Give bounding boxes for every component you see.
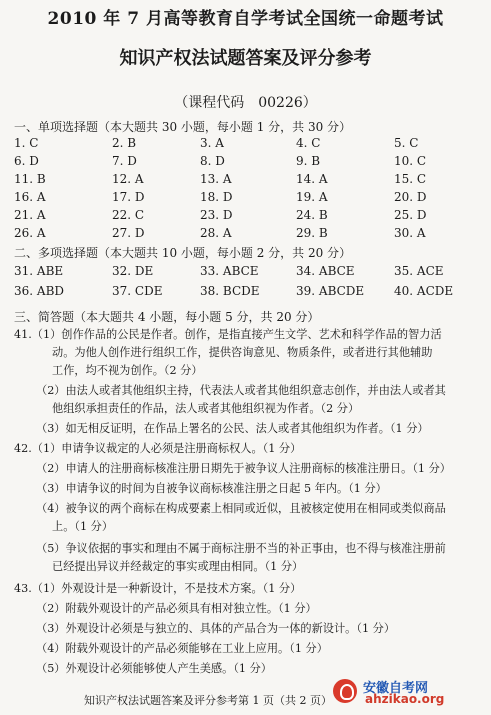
- answer-row: [14, 226, 484, 244]
- section-heading-single-choice: 一、单项选择题（本大题共 30 小题，每小题 1 分，共 30 分）: [14, 120, 352, 134]
- answer-line: 动。为他人创作进行组织工作，提供咨询意见、物质条件，或者进行其他辅助: [52, 346, 433, 359]
- watermark-site-url: ahzikao.org: [365, 692, 445, 706]
- answer-cell: 6. D: [14, 154, 39, 168]
- answer-line: （3）如无相反证明，在作品上署名的公民、法人或者其他组织为作者。（1 分）: [36, 422, 429, 435]
- answer-line: 已经提出异议并经裁定的事实或理由相同。（1 分）: [52, 560, 304, 573]
- site-watermark-logo: [333, 677, 483, 707]
- exam-title: 2010 年 7 月高等教育自学考试全国统一命题考试: [47, 9, 444, 29]
- section-heading-short-answer: 三、简答题（本大题共 4 小题，每小题 5 分，共 20 分）: [14, 310, 320, 324]
- answer-line: 41.（1）创作作品的公民是作者。创作，是指直接产生文学、艺术和科学作品的智力活: [14, 328, 442, 341]
- answer-cell: 11. B: [14, 172, 46, 186]
- answer-row: [14, 284, 484, 302]
- answer-line: 43.（1）外观设计是一种新设计，不是技术方案。（1 分）: [14, 582, 302, 595]
- answer-cell: 4. C: [296, 136, 321, 150]
- answer-cell: 12. A: [112, 172, 144, 186]
- answer-row: [14, 190, 484, 208]
- section-heading-multiple-choice: 二、多项选择题（本大题共 10 小题，每小题 2 分，共 20 分）: [14, 246, 352, 260]
- answer-line: 42.（1）申请争议裁定的人必须是注册商标权人。（1 分）: [14, 442, 302, 455]
- answer-cell: 40. ACDE: [394, 284, 454, 298]
- answer-cell: 23. D: [200, 208, 233, 222]
- answer-cell: 24. B: [296, 208, 328, 222]
- answer-cell: 29. B: [296, 226, 328, 240]
- answer-line: （4）附载外观设计的产品必须能够在工业上应用。（1 分）: [36, 642, 328, 655]
- answer-cell: 25. D: [394, 208, 427, 222]
- answer-cell: 32. DE: [112, 264, 154, 278]
- answer-cell: 2. B: [112, 136, 137, 150]
- answer-cell: 36. ABD: [14, 284, 65, 298]
- answer-cell: 9. B: [296, 154, 321, 168]
- answer-cell: 26. A: [14, 226, 46, 240]
- page-footer: 知识产权法试题答案及评分参考第 1 页（共 2 页）: [84, 694, 332, 707]
- answer-cell: 30. A: [394, 226, 426, 240]
- answer-cell: 31. ABE: [14, 264, 64, 278]
- answer-line: （5）争议依据的事实和理由不属于商标注册不当的补正事由，也不得与核准注册前: [36, 542, 446, 555]
- answer-cell: 19. A: [296, 190, 328, 204]
- answer-cell: 21. A: [14, 208, 46, 222]
- answer-cell: 17. D: [112, 190, 145, 204]
- answer-cell: 7. D: [112, 154, 137, 168]
- answer-cell: 20. D: [394, 190, 427, 204]
- answer-row: [14, 208, 484, 226]
- document-title: 知识产权法试题答案及评分参考: [119, 48, 372, 69]
- answer-line: 工作，均不视为创作。（2 分）: [52, 364, 203, 377]
- flame-logo-icon: [333, 679, 357, 703]
- answer-line: （2）由法人或者其他组织主持，代表法人或者其他组织意志创作，并由法人或者其: [36, 384, 446, 397]
- answer-row: [14, 264, 484, 282]
- answer-cell: 35. ACE: [394, 264, 444, 278]
- answer-cell: 39. ABCDE: [296, 284, 365, 298]
- watermark-site-name: 安徽自考网: [363, 681, 429, 696]
- answer-cell: 18. D: [200, 190, 233, 204]
- answer-cell: 3. A: [200, 136, 224, 150]
- answer-cell: 1. C: [14, 136, 39, 150]
- answer-cell: 22. C: [112, 208, 145, 222]
- answer-line: （4）被争议的两个商标在构成要素上相同或近似，且被核定使用在相同或类似商品: [36, 502, 446, 515]
- course-code: （课程代码 00226）: [174, 95, 317, 111]
- answer-line: 他组织承担责任的作品，法人或者其他组织视为作者。（2 分）: [52, 402, 360, 415]
- answer-cell: 37. CDE: [112, 284, 163, 298]
- answer-row: [14, 154, 484, 172]
- answer-cell: 28. A: [200, 226, 232, 240]
- answer-line: （3）外观设计必须是与独立的、具体的产品合为一体的新设计。（1 分）: [36, 622, 396, 635]
- answer-cell: 8. D: [200, 154, 225, 168]
- answer-cell: 38. BCDE: [200, 284, 260, 298]
- answer-line: （5）外观设计必须能够使人产生美感。（1 分）: [36, 662, 272, 675]
- answer-row: [14, 136, 484, 154]
- answer-cell: 14. A: [296, 172, 328, 186]
- answer-line: （2）附载外观设计的产品必须具有相对独立性。（1 分）: [36, 602, 317, 615]
- answer-line: 上。（1 分）: [52, 520, 114, 533]
- answer-cell: 34. ABCE: [296, 264, 355, 278]
- answer-line: （3）申请争议的时间为自被争议商标核准注册之日起 5 年内。（1 分）: [36, 482, 387, 495]
- answer-line: （2）申请人的注册商标核准注册日期先于被争议人注册商标的核准注册日。（1 分）: [36, 462, 451, 475]
- answer-row: [14, 172, 484, 190]
- answer-cell: 5. C: [394, 136, 419, 150]
- answer-cell: 15. C: [394, 172, 427, 186]
- answer-cell: 16. A: [14, 190, 46, 204]
- answer-cell: 13. A: [200, 172, 232, 186]
- answer-cell: 33. ABCE: [200, 264, 259, 278]
- answer-cell: 27. D: [112, 226, 145, 240]
- answer-cell: 10. C: [394, 154, 427, 168]
